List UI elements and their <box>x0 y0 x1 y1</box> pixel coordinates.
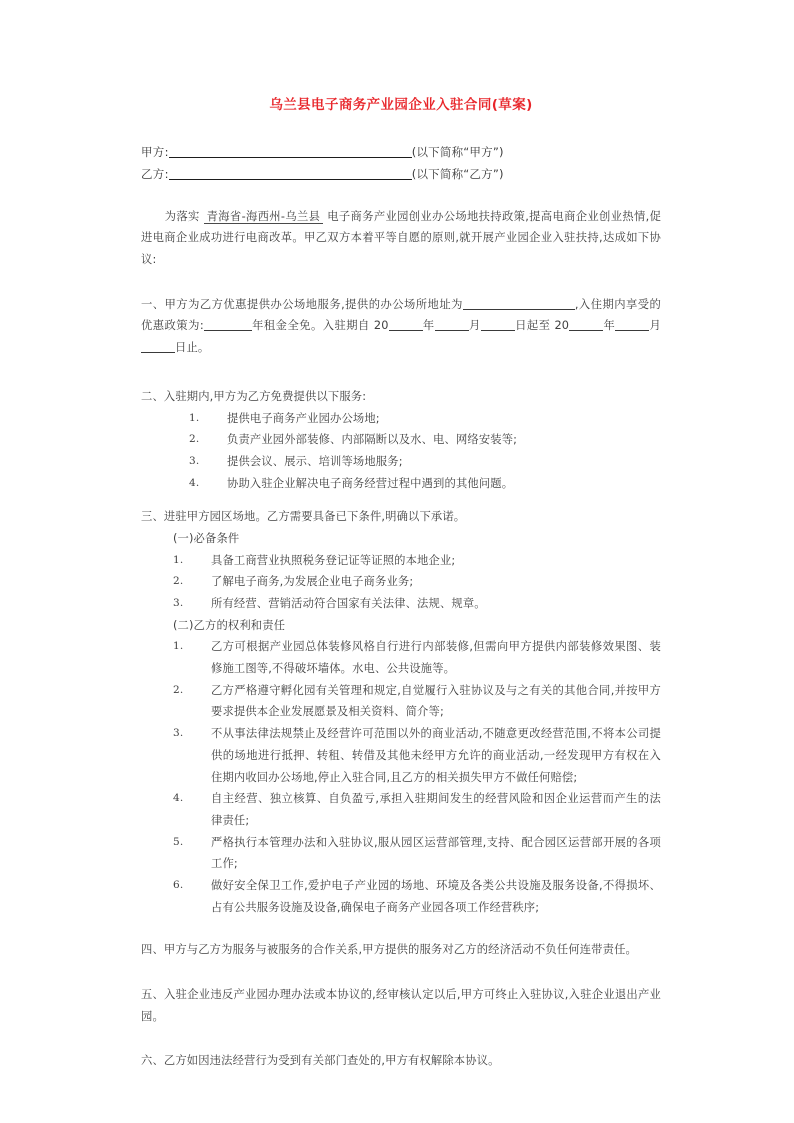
start-year-field[interactable] <box>389 319 423 331</box>
end-month-field[interactable] <box>615 319 649 331</box>
list-marker: 1. <box>173 553 184 566</box>
list-item <box>141 429 661 451</box>
section-six-heading: 六、乙方如因违法经营行为受到有关部门查处的,甲方有权解除本协议。 <box>141 1054 500 1068</box>
spacer <box>141 975 661 984</box>
party-row-yifang <box>141 163 661 185</box>
spacer <box>141 371 661 386</box>
section-five-heading: 五、入驻企业违反产业园办理办法或本协议的,经审核认定以后,甲方可终止入驻协议,入驻企业退出产业园。 <box>141 988 661 1023</box>
section-one-text-g: 年 <box>603 319 616 333</box>
list-marker: 2. <box>173 575 184 588</box>
section-one <box>141 294 661 359</box>
spacer <box>141 930 661 939</box>
section-two <box>141 386 661 494</box>
list-item <box>141 636 661 679</box>
section-three-sub-one-list <box>141 550 661 615</box>
list-item-text: 做好安全保卫工作,爱护电子产业园的场地、环境及各类公共设施及服务设备,不得损坏、占有公共服务设施及设备,确保电子商务产业园各项工作经营秩序; <box>211 878 661 914</box>
list-item-text: 协助入驻企业解决电子商务经营过程中遇到的其他问题。 <box>227 476 514 490</box>
party-suffix-jiafang: (以下简称“甲方”) <box>411 144 504 159</box>
list-item <box>141 571 661 593</box>
party-row-jiafang <box>141 141 661 163</box>
list-item <box>141 550 661 572</box>
party-input-jiafang[interactable] <box>169 146 412 158</box>
list-item-text: 自主经营、独立核算、自负盈亏,承担入驻期间发生的经营风险和因企业运营而产生的法律责任; <box>211 792 661 827</box>
party-label-jiafang: 甲方: <box>141 144 169 159</box>
section-one-text-e: 月 <box>468 319 481 333</box>
section-four-heading: 四、甲方与乙方为服务与被服务的合作关系,甲方提供的服务对乙方的经济活动不负任何连带责任。 <box>141 943 637 957</box>
list-item-text: 负责产业园外部装修、内部隔断以及水、电、网络安装等; <box>227 433 518 447</box>
end-year-field[interactable] <box>569 319 603 331</box>
list-marker: 4. <box>189 476 200 489</box>
party-label-yifang: 乙方: <box>141 167 169 182</box>
section-three <box>141 506 661 918</box>
start-month-field[interactable] <box>435 319 469 331</box>
list-item <box>141 680 661 723</box>
list-item <box>141 788 661 831</box>
section-two-list <box>141 408 661 495</box>
list-marker: 6. <box>173 878 184 891</box>
section-one-text-i: 日止。 <box>175 341 210 355</box>
section-one-text-d: 年 <box>422 319 435 333</box>
section-three-heading: 三、进驻甲方园区场地。乙方需要具备已下条件,明确以下承诺。 <box>141 510 466 524</box>
section-one-text-c: 年租金全免。入驻期自 20 <box>251 319 389 333</box>
section-one-heading <box>141 294 661 359</box>
list-marker: 3. <box>173 727 184 740</box>
list-item-text: 乙方严格遵守孵化园有关管理和规定,自觉履行入驻协议及与之有关的其他合同,并按甲方要求提供本企业发展愿景及相关资料、简介等; <box>211 683 661 719</box>
section-one-text-a: 一、甲方为乙方优惠提供办公场地服务,提供的办公场所地址为 <box>141 297 463 311</box>
list-item-text: 提供电子商务产业园办公场地; <box>227 411 380 425</box>
preamble-paragraph <box>141 206 661 271</box>
list-item <box>141 408 661 430</box>
list-marker: 3. <box>173 597 184 610</box>
list-item <box>141 593 661 615</box>
list-marker: 2. <box>173 683 184 696</box>
list-item <box>141 473 661 495</box>
list-item-text: 不从事法律法规禁止及经营许可范围以外的商业活动,不随意更改经营范围,不将本公司提供的场地进行抵押、转租、转借及其他未经甲方允许的商业活动,一经发现甲方有权在入住期内收回办公场地,停止入驻合同,且乙方的相关损失甲方不做任何赔偿; <box>211 727 661 784</box>
preamble-rest: 电子商务产业园创业办公场地扶持政策,提高电商企业创业热情,促进电商企业成功进行电商改革。甲乙双方本着平等自愿的原则,就开展产业园企业入驻扶持,达成如下协议: <box>141 209 662 267</box>
list-marker: 3. <box>189 454 200 467</box>
free-rent-years-field[interactable] <box>204 319 252 331</box>
end-day-field[interactable] <box>141 341 175 353</box>
list-marker: 1. <box>173 640 184 653</box>
list-marker: 1. <box>189 411 200 424</box>
preamble-region-field[interactable]: 青海省-海西州-乌兰县 <box>204 210 324 224</box>
section-three-sub-one-heading: (一)必备条件 <box>173 531 240 545</box>
address-field[interactable] <box>463 298 575 310</box>
list-marker: 2. <box>189 433 200 446</box>
list-marker: 5. <box>173 835 184 848</box>
section-two-heading: 二、入驻期内,甲方为乙方免费提供以下服务: <box>141 389 367 403</box>
party-fields <box>141 141 661 186</box>
section-one-text-f: 日起至 20 <box>514 319 570 333</box>
list-item-text: 所有经营、营销活动符合国家有关法律、法规、规章。 <box>211 597 486 611</box>
list-item-text: 严格执行本管理办法和入驻协议,服从园区运营部管理,支持、配合园区运营部开展的各项工作; <box>211 835 661 871</box>
list-item-text: 具备工商营业执照税务登记证等证照的本地企业; <box>211 553 456 567</box>
list-marker: 4. <box>173 792 184 805</box>
list-item <box>141 875 661 918</box>
spacer <box>141 1041 661 1050</box>
list-item-text: 了解电子商务,为发展企业电子商务业务; <box>211 575 414 589</box>
preamble-lead: 为落实 <box>164 209 200 223</box>
start-day-field[interactable] <box>481 319 515 331</box>
section-three-sub-two-heading: (二)乙方的权利和责任 <box>173 618 286 632</box>
page-title: 乌兰县电子商务产业园企业入驻合同(草案) <box>269 97 533 113</box>
party-suffix-yifang: (以下简称“乙方”) <box>411 167 504 182</box>
section-three-sub-two-list <box>141 636 661 918</box>
list-item <box>141 723 661 788</box>
party-input-yifang[interactable] <box>169 168 412 180</box>
list-item-text: 乙方可根据产业园总体装修风格自行进行内部装修,但需向甲方提供内部装修效果图、装修施工图等,不得破坏墙体。水电、公共设施等。 <box>211 640 661 676</box>
list-item-text: 提供会议、展示、培训等场地服务; <box>227 454 403 468</box>
list-item <box>141 832 661 875</box>
spacer <box>141 285 661 294</box>
section-one-text-h: 月 <box>649 319 661 333</box>
list-item <box>141 451 661 473</box>
section-one-text-b: ,入住期内享受的优惠政策为: <box>141 297 661 333</box>
